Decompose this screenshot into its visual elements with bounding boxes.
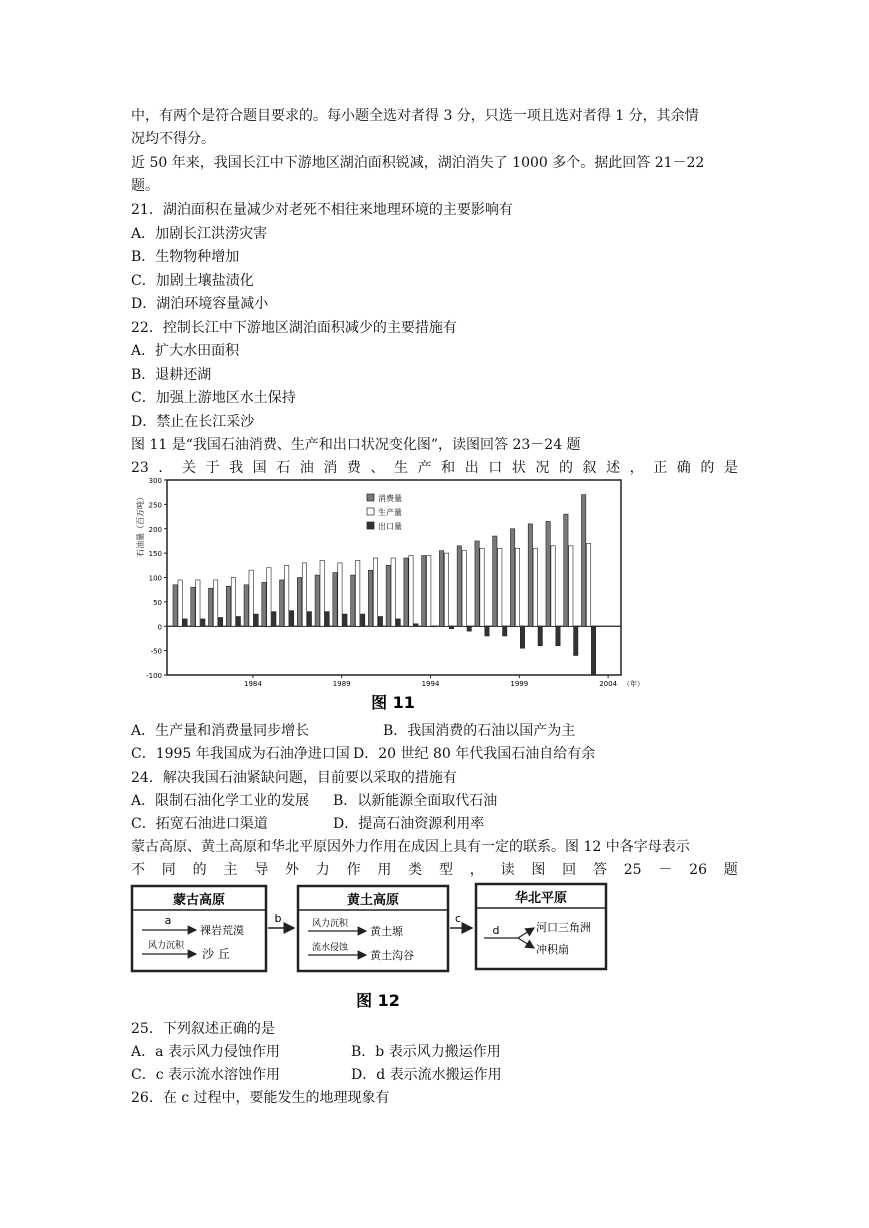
bar-生产量 xyxy=(356,560,360,626)
fig12-intro-token: 26 xyxy=(689,862,707,878)
bar-消费量 xyxy=(528,524,532,626)
bar-消费量 xyxy=(368,570,372,626)
y-tick-label: -100 xyxy=(146,672,162,680)
bar-出口量 xyxy=(343,614,347,626)
bar-消费量 xyxy=(510,529,514,627)
q24-option-c: C．拓宽石油进口渠道 xyxy=(131,816,268,832)
legend-swatch xyxy=(367,508,374,515)
bar-生产量 xyxy=(302,563,306,626)
q23-stem-token: 产 xyxy=(417,460,432,476)
q22-option-c: C．加强上游地区水土保持 xyxy=(131,390,296,406)
bar-出口量 xyxy=(591,626,595,675)
q23-stem-token: 口 xyxy=(488,460,503,476)
bar-消费量 xyxy=(404,558,408,626)
q23-stem-token: 状 xyxy=(511,460,526,476)
bar-消费量 xyxy=(439,551,443,627)
bar-消费量 xyxy=(422,556,426,627)
fig12-intro-token: 同 xyxy=(161,862,176,878)
x-tick-label: 1999 xyxy=(510,680,529,688)
q24-option-a: A．限制石油化学工业的发展 xyxy=(131,793,310,809)
box1-item-1: 裸岩荒漠 xyxy=(200,924,244,937)
link-c-label: c xyxy=(454,912,462,925)
q23-stem-token: ， xyxy=(629,460,644,476)
box2-item-2: 黄土沟谷 xyxy=(370,949,414,962)
bar-生产量 xyxy=(569,546,573,626)
fig12-intro-token: － xyxy=(658,862,673,878)
bar-消费量 xyxy=(386,565,390,626)
fig12-intro-token: 答 xyxy=(592,862,607,878)
bar-出口量 xyxy=(236,617,240,627)
intro-line-3: 近 50 年来，我国长江中下游地区湖泊面积锐减，湖泊消失了 1000 多个。据此回答 21－22 xyxy=(131,155,705,171)
bar-消费量 xyxy=(493,536,497,626)
fig12-intro-token: 力 xyxy=(315,862,330,878)
q23-stem-token: 确 xyxy=(676,460,691,476)
bar-消费量 xyxy=(209,588,213,626)
fig12-intro-token: 外 xyxy=(284,862,299,878)
q22-option-d: D．禁止在长江采沙 xyxy=(131,414,255,430)
q23-stem-token: 费 xyxy=(346,460,361,476)
fig11-intro: 图 11 是“我国石油消费、生产和出口状况变化图”，读图回答 23－24 题 xyxy=(131,437,581,453)
bar-消费量 xyxy=(297,578,301,627)
box3-item-1: 河口三角洲 xyxy=(536,921,591,934)
q23-stem-token: 况 xyxy=(535,460,550,476)
q23-stem-token: 23 xyxy=(131,460,149,476)
legend-label: 消费量 xyxy=(378,494,402,503)
bar-消费量 xyxy=(333,573,337,627)
landform-diagram xyxy=(128,880,743,1015)
bar-出口量 xyxy=(432,626,436,627)
bar-生产量 xyxy=(267,568,271,627)
fig12-intro-token: 图 xyxy=(531,862,546,878)
q24-option-b: B．以新能源全面取代石油 xyxy=(333,793,498,809)
q23-stem-token: 石 xyxy=(276,460,291,476)
box3-title: 华北平原 xyxy=(514,891,568,906)
q23-stem-token: 消 xyxy=(323,460,338,476)
box1-arrow-label: a xyxy=(164,914,172,927)
q23-stem-token: 述 xyxy=(606,460,621,476)
bar-生产量 xyxy=(586,543,590,626)
q23-option-c: C．1995 年我国成为石油净进口国 xyxy=(131,746,350,762)
bar-生产量 xyxy=(391,558,395,626)
bar-出口量 xyxy=(396,619,400,626)
q26-stem: 26．在 c 过程中，要能发生的地理现象有 xyxy=(131,1090,390,1106)
intro-line-2: 况均不得分。 xyxy=(131,131,215,147)
x-tick-label: 1989 xyxy=(332,680,351,688)
bar-出口量 xyxy=(520,626,524,648)
q25-option-d: D．d 表示流水搬运作用 xyxy=(351,1067,502,1083)
legend-label: 出口量 xyxy=(378,522,402,531)
bar-生产量 xyxy=(373,558,377,626)
bar-出口量 xyxy=(360,614,364,626)
bar-出口量 xyxy=(467,626,471,631)
y-axis-label: 石油量（百万吨） xyxy=(136,493,145,557)
bar-生产量 xyxy=(284,565,288,626)
intro-line-1: 中，有两个是符合题目要求的。每小题全选对者得 3 分，只选一项且选对者得 1 分，其余情 xyxy=(131,108,699,124)
bar-出口量 xyxy=(272,612,276,627)
q21-option-c: C．加剧土壤盐渍化 xyxy=(131,273,254,289)
y-tick-label: 50 xyxy=(153,598,162,607)
box1-title: 蒙古高原 xyxy=(172,893,226,908)
bar-生产量 xyxy=(320,560,324,626)
fig12-intro-token: 读 xyxy=(500,862,515,878)
fig12-intro-token: 作 xyxy=(346,862,361,878)
q25-options-row-2 xyxy=(131,1066,502,1084)
oil-chart xyxy=(131,470,644,715)
box3-arrow-label: d xyxy=(492,924,500,937)
q25-option-a: A．a 表示风力侵蚀作用 xyxy=(131,1044,280,1060)
bar-消费量 xyxy=(351,575,355,626)
q23-stem-token: 和 xyxy=(441,460,456,476)
bar-消费量 xyxy=(244,585,248,626)
q25-option-c: C．c 表示流水溶蚀作用 xyxy=(131,1067,281,1083)
bar-生产量 xyxy=(409,556,413,627)
bar-出口量 xyxy=(556,626,560,646)
bar-生产量 xyxy=(338,563,342,626)
bar-生产量 xyxy=(231,578,235,627)
q23-stem-token: 是 xyxy=(723,460,738,476)
box1-sub-label: 风力沉积 xyxy=(147,941,185,951)
bar-生产量 xyxy=(444,553,448,626)
q23-stem-token: 关 xyxy=(181,460,196,476)
fig12-caption: 图 12 xyxy=(356,991,400,1010)
q21-option-d: D．湖泊环境容量减小 xyxy=(131,296,269,312)
fig12-intro-token: 类 xyxy=(408,862,423,878)
q22-option-b: B．退耕还湖 xyxy=(131,367,212,383)
q23-stem-token: 叙 xyxy=(582,460,597,476)
bar-消费量 xyxy=(564,514,568,626)
x-tick-label: 1994 xyxy=(421,680,440,688)
legend-label: 生产量 xyxy=(378,508,402,517)
bar-生产量 xyxy=(196,580,200,626)
bar-消费量 xyxy=(280,580,284,626)
box3-item-2: 冲积扇 xyxy=(536,943,569,956)
bar-出口量 xyxy=(414,624,418,626)
bar-生产量 xyxy=(498,548,502,626)
fig12-intro-token: 导 xyxy=(254,862,269,878)
bar-出口量 xyxy=(325,612,329,627)
q24-options-row-2 xyxy=(131,815,484,833)
bar-消费量 xyxy=(581,495,585,627)
bar-生产量 xyxy=(462,551,466,627)
bar-出口量 xyxy=(254,614,258,626)
bar-生产量 xyxy=(515,548,519,626)
q24-option-d: D．提高石油资源利用率 xyxy=(333,816,485,832)
fig12-intro-token: 题 xyxy=(723,862,738,878)
bar-生产量 xyxy=(213,580,217,626)
bar-出口量 xyxy=(378,617,382,627)
fig12-intro-token: 不 xyxy=(131,862,145,878)
bar-生产量 xyxy=(427,556,431,627)
bar-生产量 xyxy=(249,570,253,626)
x-tick-label: 1984 xyxy=(244,680,262,688)
q24-options-row-1 xyxy=(131,792,497,810)
q23-stem-token: 我 xyxy=(229,460,244,476)
bar-消费量 xyxy=(546,521,550,626)
legend-swatch xyxy=(367,522,374,529)
bar-生产量 xyxy=(480,548,484,626)
fig12-intro-token: 25 xyxy=(623,862,642,878)
q25-stem: 25．下列叙述正确的是 xyxy=(131,1021,275,1037)
box1-item-2: 沙 丘 xyxy=(202,947,230,961)
y-tick-label: 150 xyxy=(148,550,162,559)
q24-stem: 24．解决我国石油紧缺问题，目前要以采取的措施有 xyxy=(131,770,457,786)
q23-stem-token: 油 xyxy=(299,460,314,476)
q23-option-a: A．生产量和消费量同步增长 xyxy=(131,723,310,739)
y-tick-label: 200 xyxy=(148,525,162,534)
link-b-label: b xyxy=(274,912,282,925)
q23-option-b: B．我国消费的石油以国产为主 xyxy=(383,723,576,739)
bar-出口量 xyxy=(201,619,205,626)
q23-stem-token: 于 xyxy=(205,460,220,476)
bar-出口量 xyxy=(538,626,542,646)
y-tick-label: 250 xyxy=(148,501,162,510)
bar-出口量 xyxy=(183,619,187,626)
x-tick-label: 2004 xyxy=(599,680,618,688)
box2-item-1: 黄土塬 xyxy=(370,925,403,938)
bar-消费量 xyxy=(173,585,177,626)
y-tick-label: 300 xyxy=(148,477,162,485)
bar-出口量 xyxy=(449,626,453,628)
q21-option-b: B．生物物种增加 xyxy=(131,249,240,265)
bar-消费量 xyxy=(226,586,230,626)
bar-出口量 xyxy=(503,626,507,636)
bar-出口量 xyxy=(485,626,489,636)
fig12-intro-token: ， xyxy=(469,862,484,878)
q23-stem-token: 国 xyxy=(252,460,267,476)
bar-出口量 xyxy=(289,611,293,627)
bar-生产量 xyxy=(178,580,182,626)
fig12-intro-token: 主 xyxy=(223,862,238,878)
bar-出口量 xyxy=(307,612,311,627)
bar-消费量 xyxy=(262,582,266,626)
q23-stem-token: ． xyxy=(158,460,173,476)
q23-stem-token: 正 xyxy=(653,460,668,476)
fig12-intro-token: 型 xyxy=(438,862,453,878)
bar-消费量 xyxy=(475,541,479,626)
y-tick-label: 0 xyxy=(157,623,162,632)
box2-label-1: 风力沉积 xyxy=(311,919,349,929)
q23-options-row-2 xyxy=(131,745,595,763)
q25-options-row-1 xyxy=(131,1043,501,1061)
q22-option-a: A．扩大水田面积 xyxy=(131,343,240,359)
fig12-intro-line-2 xyxy=(131,861,738,879)
q23-option-d: D．20 世纪 80 年代我国石油自给有余 xyxy=(353,746,596,762)
legend-swatch xyxy=(367,494,374,501)
q22-stem: 22．控制长江中下游地区湖泊面积减少的主要措施有 xyxy=(131,320,457,336)
q21-option-a: A．加剧长江洪涝灾害 xyxy=(131,226,268,242)
bar-消费量 xyxy=(315,575,319,626)
bar-消费量 xyxy=(457,546,461,626)
fig12-intro-token: 回 xyxy=(562,862,577,878)
q21-stem: 21．湖泊面积在量减少对老死不相往来地理环境的主要影响有 xyxy=(131,202,513,218)
q23-stem-token: 、 xyxy=(370,460,385,476)
q23-stem-token: 生 xyxy=(394,460,409,476)
bar-消费量 xyxy=(191,587,195,626)
q23-stem-token: 的 xyxy=(558,460,573,476)
y-tick-label: 100 xyxy=(148,574,162,583)
chart-caption: 图 11 xyxy=(371,693,415,712)
box2-label-2: 流水侵蚀 xyxy=(311,943,349,953)
intro-line-4: 题。 xyxy=(131,178,159,194)
bar-出口量 xyxy=(218,617,222,626)
box2-title: 黄土高原 xyxy=(346,893,400,908)
q25-option-b: B．b 表示风力搬运作用 xyxy=(351,1044,501,1060)
bar-生产量 xyxy=(551,546,555,626)
fig12-intro-token: 用 xyxy=(377,862,392,878)
fig12-intro-token: 的 xyxy=(192,862,207,878)
fig12-intro-line-1: 蒙古高原、黄土高原和华北平原因外力作用在成因上具有一定的联系。图 12 中各字母表示 xyxy=(131,839,690,855)
bar-生产量 xyxy=(533,548,537,626)
x-axis-unit: （年） xyxy=(623,680,644,688)
q23-stem-token: 的 xyxy=(700,460,715,476)
bar-出口量 xyxy=(574,626,578,655)
q23-stem-token: 出 xyxy=(464,460,479,476)
q23-options-row-1 xyxy=(131,722,575,740)
y-tick-label: -50 xyxy=(150,647,162,656)
